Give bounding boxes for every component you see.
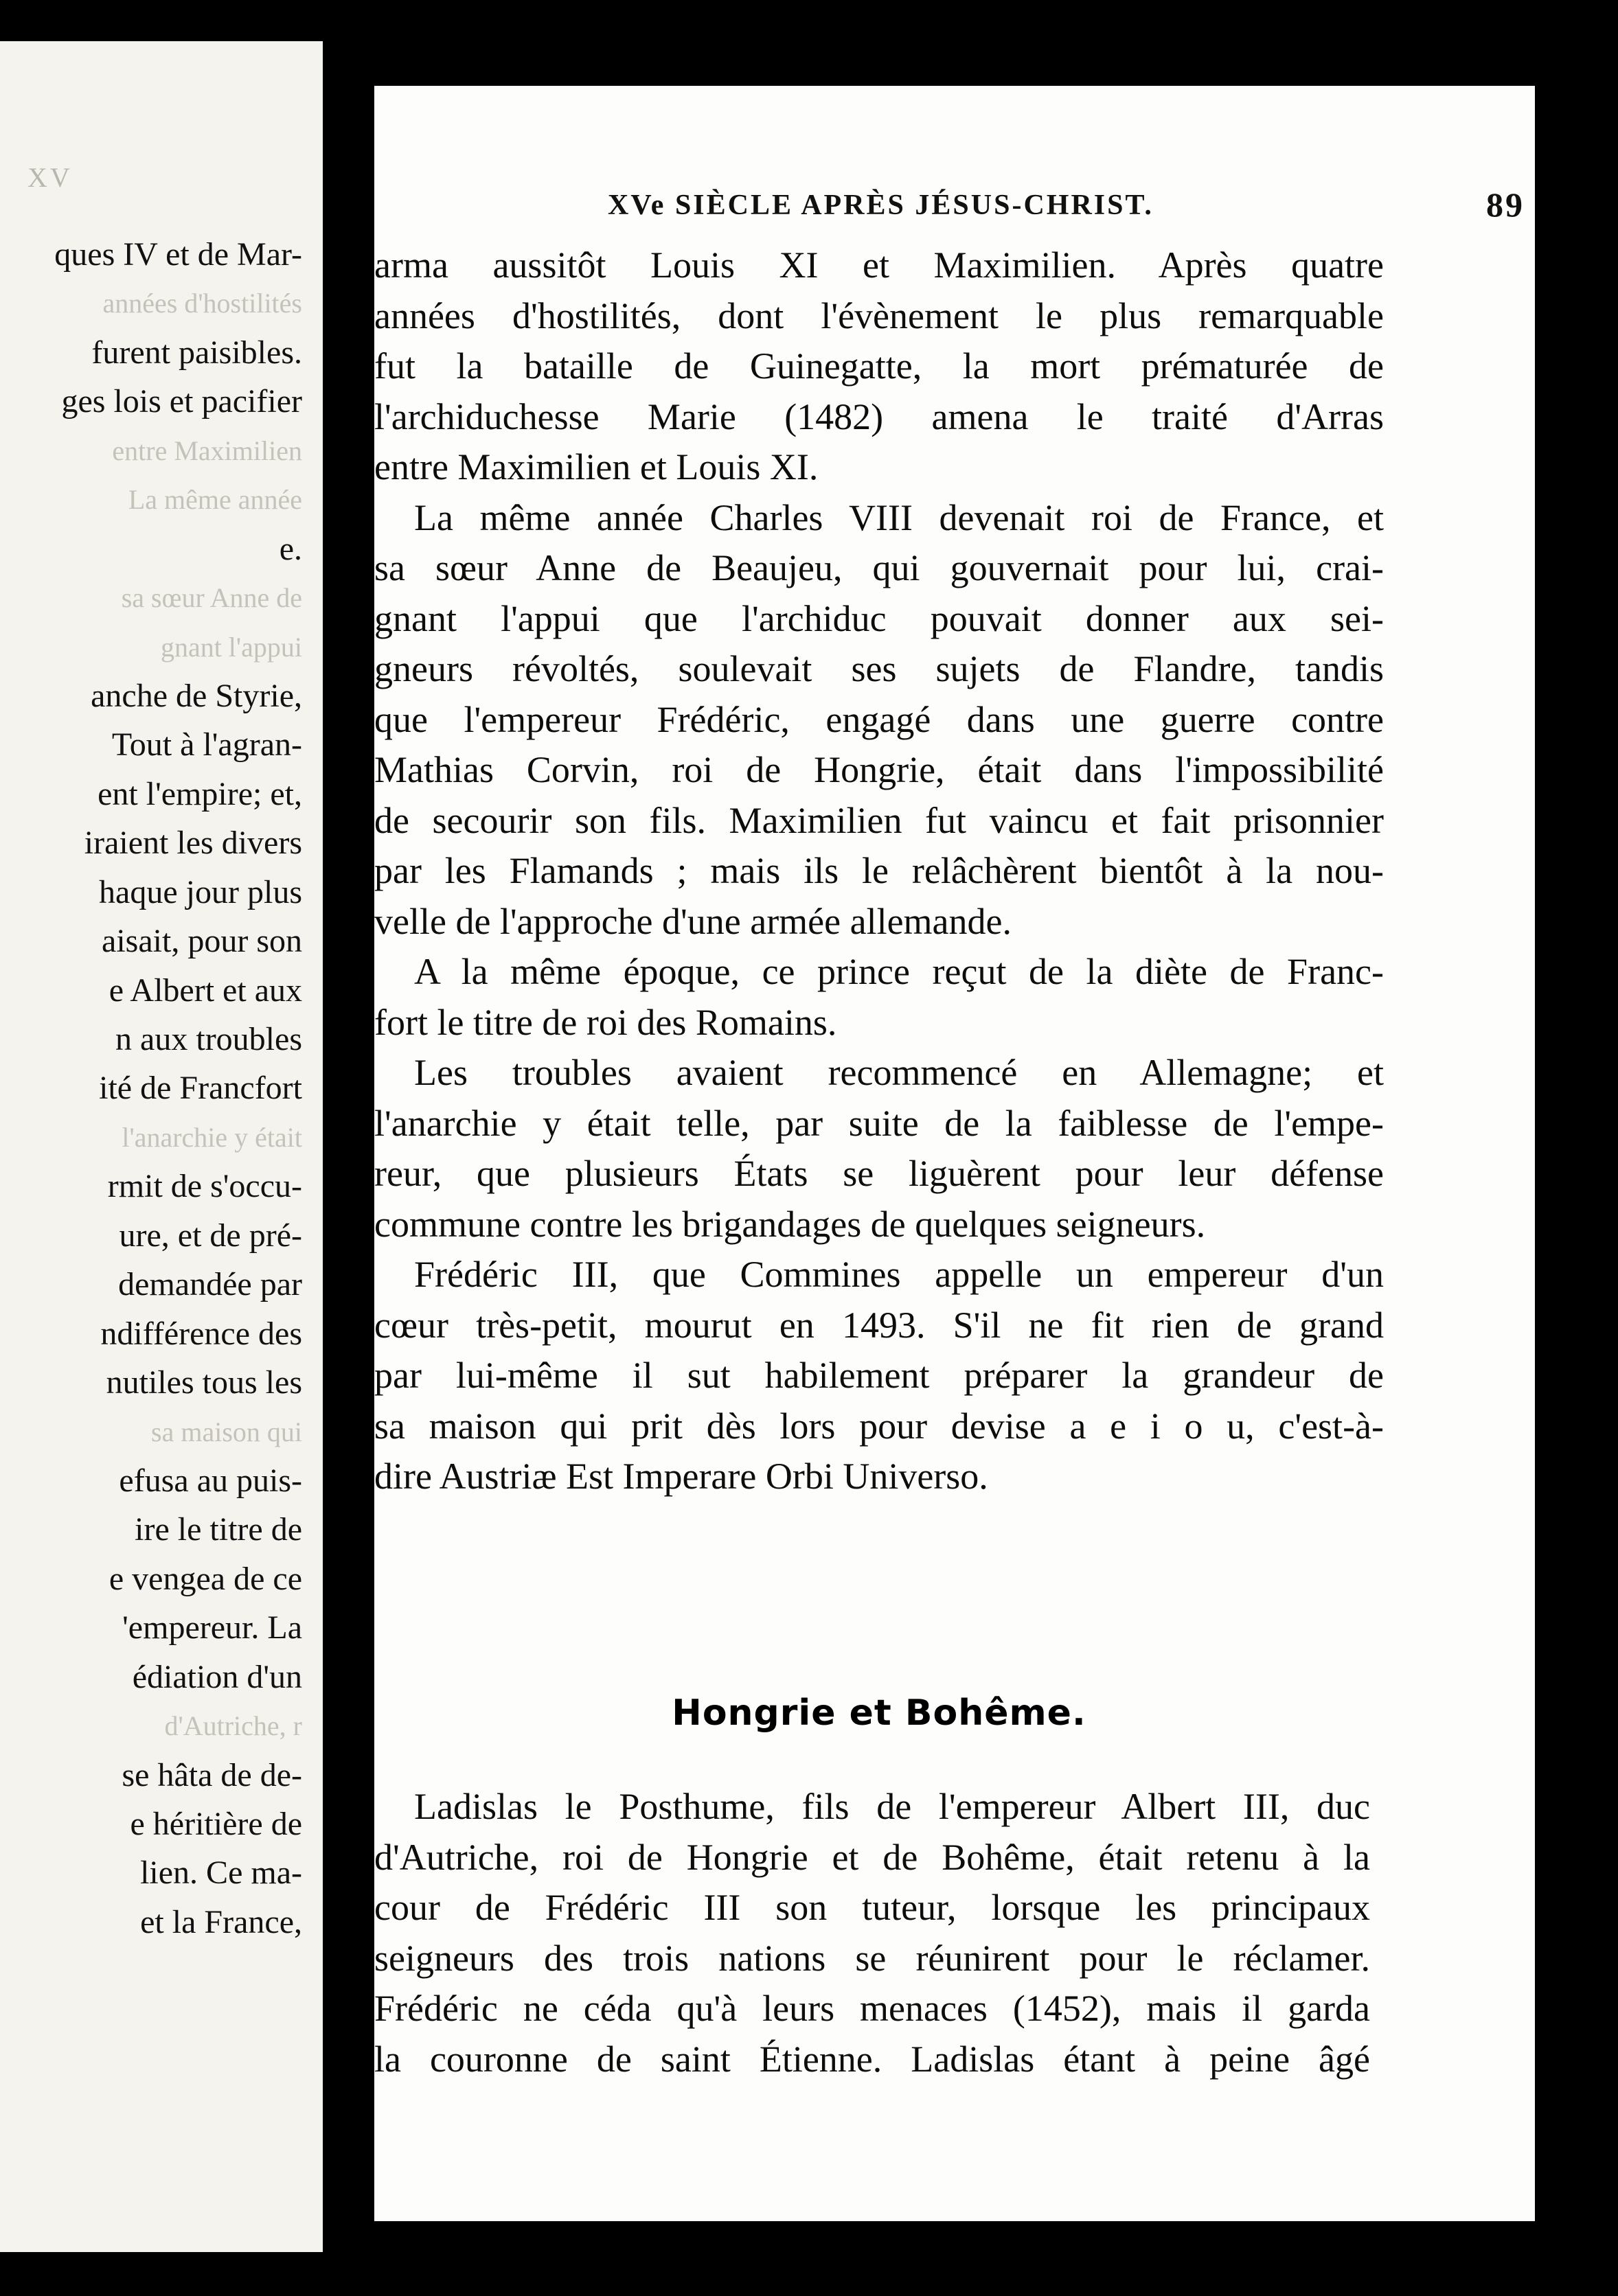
text-line: entre Maximilien et Louis XI. bbox=[374, 446, 819, 487]
left-text-line: ire le titre de bbox=[135, 1511, 302, 1548]
text-line: seigneurs des trois nations se réunirent pour le réclamer. bbox=[374, 1937, 1370, 1979]
text-line: velle de l'approche d'une armée allemande. bbox=[374, 900, 1012, 942]
left-text-line: sa maison qui bbox=[151, 1416, 302, 1447]
left-text-line: d'Autriche, r bbox=[164, 1710, 302, 1742]
text-line: sa maison qui prit dès lors pour devise a e i o u, c'est-à- bbox=[374, 1405, 1384, 1447]
left-text-line: e. bbox=[279, 530, 302, 567]
left-text-line: e vengea de ce bbox=[109, 1560, 302, 1597]
left-text-line: ndifférence des bbox=[100, 1315, 302, 1352]
running-header bbox=[608, 185, 1525, 230]
left-text-line: e héritière de bbox=[130, 1806, 302, 1842]
left-text-line: l'anarchie y était bbox=[122, 1121, 302, 1153]
text-line: commune contre les brigandages de quelques seigneurs. bbox=[374, 1203, 1206, 1245]
text-line: dire Austriæ Est Imperare Orbi Universo. bbox=[374, 1456, 988, 1497]
left-text-line: e Albert et aux bbox=[109, 972, 302, 1009]
text-line: cœur très-petit, mourut en 1493. S'il ne fit rien de grand bbox=[374, 1304, 1384, 1346]
left-text-line: rmit de s'occu- bbox=[107, 1168, 302, 1205]
left-text-line: années d'hostilités bbox=[102, 288, 302, 319]
text-line: gneurs révoltés, soulevait ses sujets de Flandre, tandis bbox=[374, 648, 1384, 689]
text-line: par les Flamands ; mais ils le relâchèrent bientôt à la nou- bbox=[374, 850, 1384, 891]
text-line: cour de Frédéric III son tuteur, lorsque les principaux bbox=[374, 1887, 1370, 1928]
text-line: l'archiduchesse Marie (1482) amena le traité d'Arras bbox=[374, 395, 1384, 437]
text-line: Mathias Corvin, roi de Hongrie, était dans l'impossibilité bbox=[374, 749, 1384, 790]
left-text-line: demandée par bbox=[118, 1266, 302, 1303]
text-line: la couronne de saint Étienne. Ladislas étant à peine âgé bbox=[374, 2038, 1370, 2080]
left-text-line: nutiles tous les bbox=[106, 1364, 302, 1401]
text-line: fort le titre de roi des Romains. bbox=[374, 1001, 837, 1043]
left-text-line: entre Maximilien bbox=[112, 435, 302, 466]
text-line: Frédéric III, que Commines appelle un empereur d'un bbox=[414, 1254, 1384, 1295]
left-text-line: efusa au puis- bbox=[119, 1462, 302, 1499]
text-line: gnant l'appui que l'archiduc pouvait donner aux sei- bbox=[374, 597, 1384, 639]
running-title: XVe SIÈCLE APRÈS JÉSUS-CHRIST. bbox=[608, 190, 1154, 221]
text-line: Frédéric ne céda qu'à leurs menaces (1452), mais il garda bbox=[374, 1988, 1370, 2029]
text-line: Les troubles avaient recommencé en Allemagne; et bbox=[414, 1052, 1384, 1093]
right-page bbox=[374, 86, 1535, 2221]
left-text-line: ges lois et pacifier bbox=[61, 383, 302, 420]
body-text-main bbox=[374, 240, 1384, 1502]
text-line: reur, que plusieurs États se liguèrent pour leur défense bbox=[374, 1153, 1384, 1194]
text-line: par lui-même il sut habilement préparer la grandeur de bbox=[374, 1355, 1384, 1396]
text-line: que l'empereur Frédéric, engagé dans une guerre contre bbox=[374, 698, 1384, 740]
book-gutter bbox=[323, 0, 371, 2296]
left-text-line: sa sœur Anne de bbox=[121, 582, 302, 614]
left-text-line: 'empereur. La bbox=[122, 1609, 302, 1646]
text-line: sa sœur Anne de Beaujeu, qui gouvernait pour lui, crai- bbox=[374, 547, 1384, 588]
left-text-line: et la France, bbox=[140, 1903, 302, 1940]
left-text-line: La même année bbox=[128, 484, 302, 516]
left-text-line: iraient les divers bbox=[84, 825, 302, 862]
left-text-line: aisait, pour son bbox=[102, 923, 302, 960]
page-number: 89 bbox=[1486, 185, 1525, 224]
left-text-line: lien. Ce ma- bbox=[140, 1855, 302, 1892]
left-page-lines bbox=[0, 230, 302, 1947]
left-text-line: gnant l'appui bbox=[160, 631, 302, 663]
left-running-head: XV bbox=[27, 162, 73, 193]
text-line: Ladislas le Posthume, fils de l'empereur Albert III, duc bbox=[414, 1786, 1370, 1827]
body-text-hongrie bbox=[374, 1782, 1370, 2085]
left-text-line: anche de Styrie, bbox=[91, 677, 302, 714]
left-text-line: Tout à l'agran- bbox=[111, 726, 302, 764]
text-line: A la même époque, ce prince reçut de la diète de Franc- bbox=[414, 951, 1384, 992]
text-line: l'anarchie y était telle, par suite de la faiblesse de l'empe- bbox=[374, 1102, 1384, 1144]
left-text-line: haque jour plus bbox=[99, 873, 302, 910]
left-text-line: n aux troubles bbox=[115, 1021, 302, 1057]
text-line: arma aussitôt Louis XI et Maximilien. Après quatre bbox=[374, 244, 1384, 286]
text-line: de secourir son fils. Maximilien fut vaincu et fait prisonnier bbox=[374, 799, 1384, 841]
text-line: années d'hostilités, dont l'évènement le plus remarquable bbox=[374, 295, 1384, 336]
text-line: fut la bataille de Guinegatte, la mort prématurée de bbox=[374, 345, 1384, 387]
left-text-line: ure, et de pré- bbox=[119, 1217, 302, 1254]
left-page-fragment bbox=[0, 41, 323, 2252]
text-line: d'Autriche, roi de Hongrie et de Bohême, était retenu à la bbox=[374, 1836, 1370, 1878]
section-heading: Hongrie et Bohême. bbox=[672, 1692, 1086, 1734]
left-text-line: édiation d'un bbox=[132, 1658, 302, 1695]
left-text-line: ité de Francfort bbox=[99, 1070, 302, 1107]
left-text-line: furent paisibles. bbox=[91, 334, 302, 371]
left-text-line: se hâta de de- bbox=[122, 1756, 302, 1793]
left-text-line: ent l'empire; et, bbox=[98, 775, 302, 812]
left-text-line: ques IV et de Mar- bbox=[54, 236, 302, 273]
text-line: La même année Charles VIII devenait roi de France, et bbox=[414, 496, 1384, 538]
